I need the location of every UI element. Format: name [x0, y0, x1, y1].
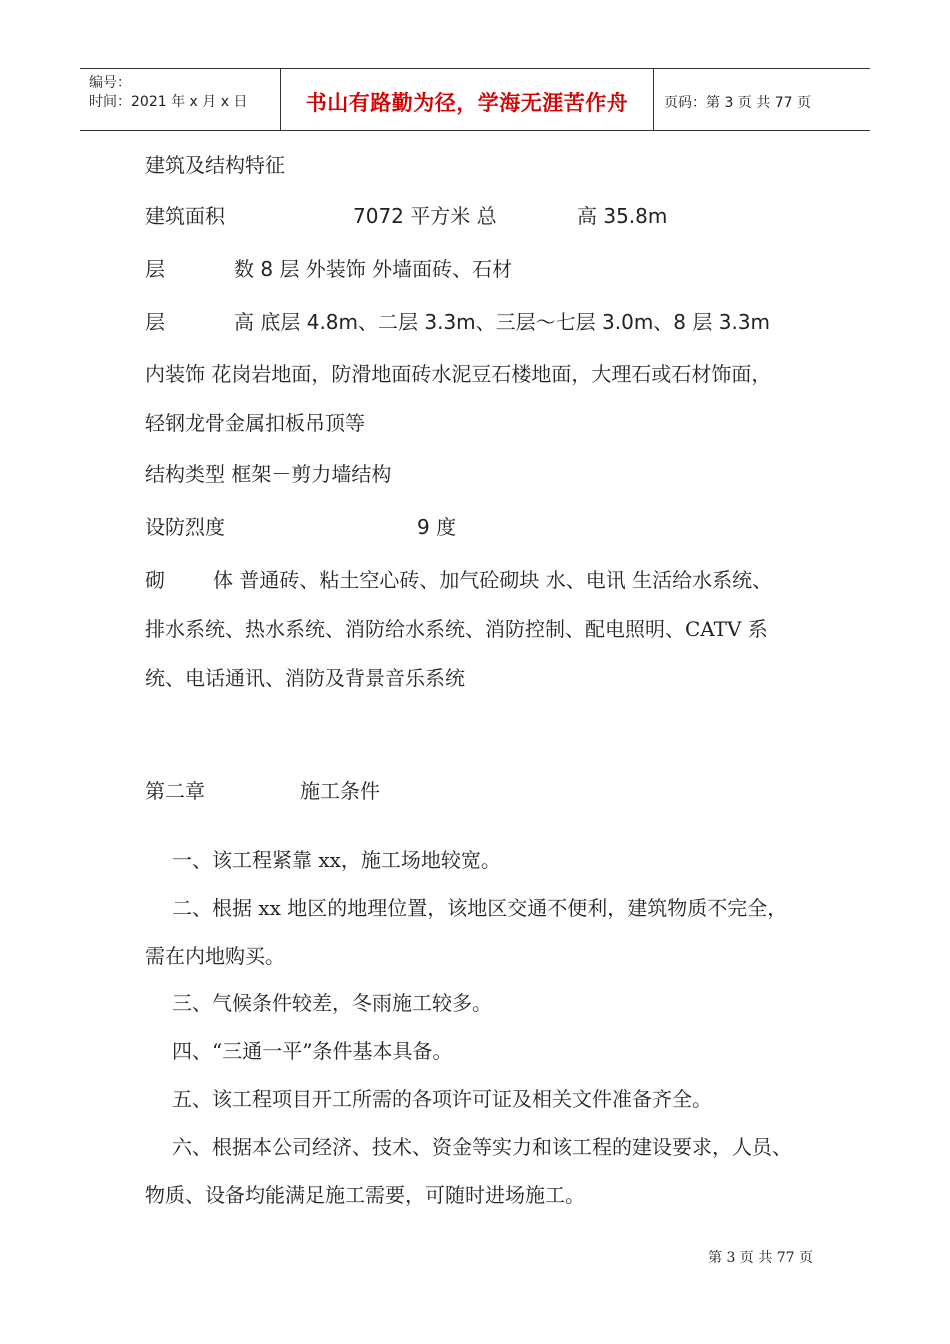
condition-item-4: 四、“三通一平”条件基本具备。 — [172, 1039, 453, 1063]
seismic-value: 9 度 — [417, 515, 457, 539]
condition-item-3: 三、气候条件较差，冬雨施工较多。 — [172, 991, 492, 1015]
condition-item-2: 二、根据 xx 地区的地理位置，该地区交通不便利，建筑物质不完全， — [172, 896, 788, 920]
header-motto: 书山有路勤为径，学海无涯苦作舟 — [305, 91, 629, 115]
chapter-title: 施工条件 — [300, 779, 380, 803]
section-title: 建筑及结构特征 — [145, 153, 285, 177]
header-meta-cell — [80, 69, 281, 130]
seismic-label: 设防烈度 — [145, 515, 225, 539]
header-motto-cell — [281, 69, 654, 130]
floors-label: 层 — [145, 257, 165, 281]
condition-item-6: 六、根据本公司经济、技术、资金等实力和该工程的建设要求，人员、 — [172, 1135, 792, 1159]
document-date: 时间：2021 年 x 月 x 日 — [89, 94, 248, 110]
page-footer: 第 3 页 共 77 页 — [708, 1250, 813, 1266]
masonry-value: 体 普通砖、粘土空心砖、加气砼砌块 水、电讯 生活给水系统、 — [213, 568, 773, 592]
condition-item-2-cont: 需在内地购买。 — [145, 944, 285, 968]
document-number-label: 编号： — [89, 75, 131, 91]
masonry-label: 砌 — [145, 568, 165, 592]
header-page-info: 页码：第 3 页 共 77 页 — [664, 95, 811, 111]
header-page-info-cell — [654, 69, 870, 130]
condition-item-6-cont: 物质、设备均能满足施工需要，可随时进场施工。 — [145, 1183, 585, 1207]
systems-line-2: 排水系统、热水系统、消防给水系统、消防控制、配电照明、CATV 系 — [145, 617, 768, 641]
floor-height-label: 层 — [145, 310, 165, 334]
structure-type: 结构类型 框架－剪力墙结构 — [145, 462, 392, 486]
area-value: 7072 平方米 总 — [353, 204, 497, 228]
condition-item-5: 五、该工程项目开工所需的各项许可证及相关文件准备齐全。 — [172, 1087, 712, 1111]
interior-line-2: 轻钢龙骨金属扣板吊顶等 — [145, 411, 365, 435]
floor-height-value: 高 底层 4.8m、二层 3.3m、三层～七层 3.0m、8 层 3.3m — [234, 310, 771, 334]
systems-line-3: 统、电话通讯、消防及背景音乐系统 — [145, 666, 465, 690]
floors-value: 数 8 层 外装饰 外墙面砖、石材 — [234, 257, 513, 281]
height-value: 高 35.8m — [577, 204, 668, 228]
interior-line-1: 内装饰 花岗岩地面，防滑地面砖水泥豆石楼地面，大理石或石材饰面， — [145, 362, 772, 386]
condition-item-1: 一、该工程紧靠 xx，施工场地较宽。 — [172, 848, 501, 872]
document-header — [80, 68, 870, 131]
area-label: 建筑面积 — [145, 204, 225, 228]
chapter-heading: 第二章 — [145, 779, 205, 803]
